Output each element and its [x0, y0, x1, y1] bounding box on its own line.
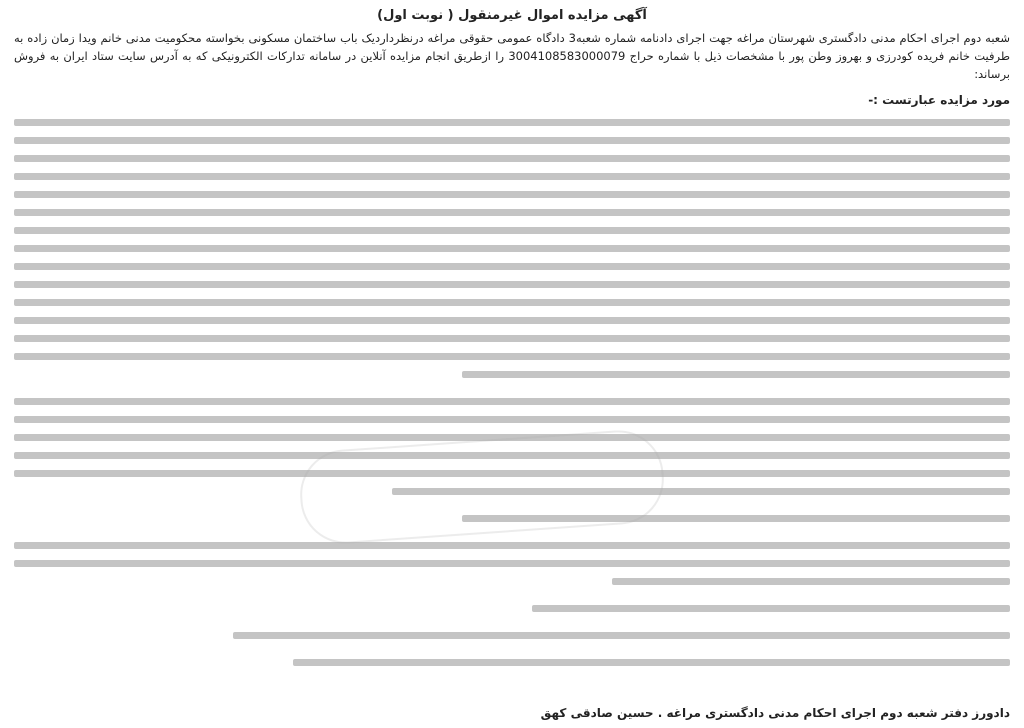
text-line	[14, 293, 1010, 311]
section-heading: مورد مزایده عبارتست :-	[868, 93, 1010, 107]
text-line	[14, 257, 1010, 275]
notice-intro: شعبه دوم اجرای احکام مدنی دادگستری شهرستان مراغه جهت اجرای دادنامه شماره شعبه3 دادگاه عمومی حقوقی مراغه درنظرداردیک باب ساختمان مسکونی بخواسته محکومیت مدنی خانم ویدا زمان زاده به طرفیت خانم فریده کودرزی و بهروز وطن پور با مشخصات ذیل با شماره حراج 3004108583000079 را ازطریق انجام مزایده آنلاین در سامانه تدارکات الکترونیکی که به آدرس سایت ستاد ایران به فروش برساند:	[14, 31, 1010, 81]
text-line	[14, 653, 1010, 671]
text-line	[14, 311, 1010, 329]
text-line	[14, 239, 1010, 257]
text-line	[14, 149, 1010, 167]
text-line	[14, 185, 1010, 203]
text-line	[14, 329, 1010, 347]
text-line	[14, 392, 1010, 410]
payment-terms-paragraph	[14, 536, 1010, 590]
notice-title: آگهی مزایده اموال غیرمنقول ( نوبت اول)	[377, 8, 647, 23]
registration-paragraph	[14, 626, 1010, 644]
text-line	[14, 113, 1010, 131]
auction-date-paragraph	[14, 653, 1010, 671]
text-line	[14, 167, 1010, 185]
text-line	[14, 554, 1010, 572]
text-line	[14, 203, 1010, 221]
text-line	[14, 347, 1010, 365]
text-line	[14, 275, 1010, 293]
signature-line: دادورز دفتر شعبه دوم اجرای احکام مدنی دادگستری مراغه . حسین صادقی کهق	[540, 706, 1010, 720]
text-line	[14, 365, 1010, 383]
property-description-paragraph	[14, 113, 1010, 383]
text-line	[14, 131, 1010, 149]
text-line	[14, 572, 1010, 590]
site-visit-paragraph	[14, 599, 1010, 617]
text-line	[14, 221, 1010, 239]
text-line	[14, 599, 1010, 617]
text-line	[14, 626, 1010, 644]
text-line	[14, 536, 1010, 554]
text-line	[14, 410, 1010, 428]
